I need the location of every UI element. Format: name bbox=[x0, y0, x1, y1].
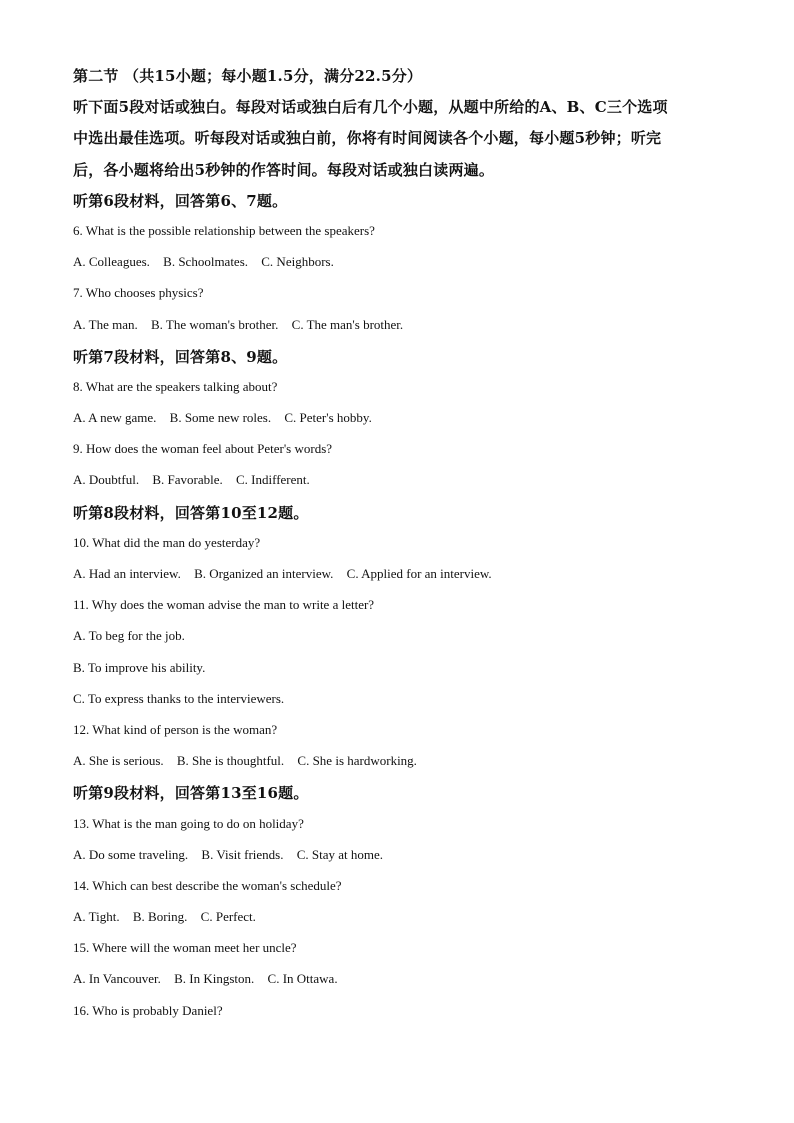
option-9c[interactable]: C. Indifferent. bbox=[236, 472, 310, 488]
option-14b[interactable]: B. Boring. bbox=[132, 909, 188, 925]
option-7c[interactable]: C. The man's brother. bbox=[291, 316, 404, 332]
option-15b[interactable]: B. In Kingston. bbox=[174, 971, 255, 987]
option-11c[interactable]: C. To express thanks to the interviewers. bbox=[73, 690, 285, 706]
options-8 bbox=[73, 407, 733, 438]
section-header: 第二节 （共15小题；每小题1.5分，满分22.5分） bbox=[73, 67, 423, 85]
option-10a[interactable]: A. Had an interview. bbox=[73, 566, 181, 581]
question-10: 10. What did the man do yesterday? bbox=[73, 534, 261, 550]
option-15a[interactable]: A. In Vancouver. bbox=[73, 971, 161, 987]
option-7b[interactable]: B. The woman's brother. bbox=[151, 316, 279, 332]
option-10b[interactable]: B. Organized an interview. bbox=[194, 566, 334, 581]
option-11b[interactable]: B. To improve his ability. bbox=[73, 659, 206, 675]
question-13: 13. What is the man going to do on holiday? bbox=[73, 815, 304, 831]
options-13 bbox=[73, 844, 733, 875]
option-13c[interactable]: C. Stay at home. bbox=[296, 846, 384, 862]
instructions-line-2: 中选出最佳选项。听每段对话或独白前，你将有时间阅读各个小题，每小题5秒钟；听完 bbox=[73, 129, 662, 148]
options-15 bbox=[73, 968, 733, 999]
option-9b[interactable]: B. Favorable. bbox=[152, 472, 223, 488]
option-8a[interactable]: A. A new game. bbox=[73, 410, 157, 426]
options-6 bbox=[73, 251, 733, 282]
option-7a[interactable]: A. The man. bbox=[73, 316, 138, 332]
question-14: 14. Which can best describe the woman's schedule? bbox=[73, 877, 342, 893]
question-12: 12. What kind of person is the woman? bbox=[73, 721, 278, 737]
option-9a[interactable]: A. Doubtful. bbox=[73, 472, 140, 488]
group-heading-9: 听第9段材料，回答第13至16题。 bbox=[73, 784, 309, 803]
option-10c[interactable]: C. Applied for an interview. bbox=[346, 566, 492, 581]
option-12b[interactable]: B. She is thoughtful. bbox=[176, 753, 285, 769]
option-6b[interactable]: B. Schoolmates. bbox=[163, 254, 249, 270]
question-8: 8. What are the speakers talking about? bbox=[73, 378, 278, 394]
options-12 bbox=[73, 750, 733, 781]
option-14c[interactable]: C. Perfect. bbox=[200, 909, 256, 925]
instructions-line-1: 听下面5段对话或独白。每段对话或独白后有几个小题，从题中所给的A、B、C三个选项 bbox=[73, 98, 668, 117]
option-11a[interactable]: A. To beg for the job. bbox=[73, 628, 185, 644]
options-14 bbox=[73, 906, 733, 937]
instructions-line-3: 后，各小题将给出5秒钟的作答时间。每段对话或独白读两遍。 bbox=[73, 160, 495, 179]
options-9 bbox=[73, 469, 733, 500]
question-15: 15. Where will the woman meet her uncle? bbox=[73, 940, 297, 956]
option-6a[interactable]: A. Colleagues. bbox=[73, 254, 150, 270]
option-12c[interactable]: C. She is hardworking. bbox=[297, 753, 417, 769]
option-8c[interactable]: C. Peter's hobby. bbox=[284, 410, 372, 426]
option-12a[interactable]: A. She is serious. bbox=[73, 753, 164, 769]
group-heading-7: 听第7段材料，回答第8、9题。 bbox=[73, 347, 288, 366]
question-9: 9. How does the woman feel about Peter's words? bbox=[73, 441, 333, 457]
option-8b[interactable]: B. Some new roles. bbox=[169, 410, 272, 426]
options-7 bbox=[73, 314, 733, 345]
group-heading-6: 听第6段材料，回答第6、7题。 bbox=[73, 191, 288, 210]
group-heading-8: 听第8段材料，回答第10至12题。 bbox=[73, 503, 309, 522]
option-13b[interactable]: B. Visit friends. bbox=[201, 846, 284, 862]
option-14a[interactable]: A. Tight. bbox=[73, 909, 120, 925]
question-6: 6. What is the possible relationship between the speakers? bbox=[73, 222, 375, 238]
exam-page bbox=[73, 64, 733, 1031]
option-13a[interactable]: A. Do some traveling. bbox=[73, 846, 189, 862]
question-7: 7. Who chooses physics? bbox=[73, 285, 204, 301]
option-6c[interactable]: C. Neighbors. bbox=[261, 254, 334, 270]
question-11: 11. Why does the woman advise the man to write a letter? bbox=[73, 597, 375, 613]
options-10 bbox=[73, 563, 733, 594]
option-15c[interactable]: C. In Ottawa. bbox=[267, 971, 338, 987]
question-16: 16. Who is probably Daniel? bbox=[73, 1002, 223, 1018]
